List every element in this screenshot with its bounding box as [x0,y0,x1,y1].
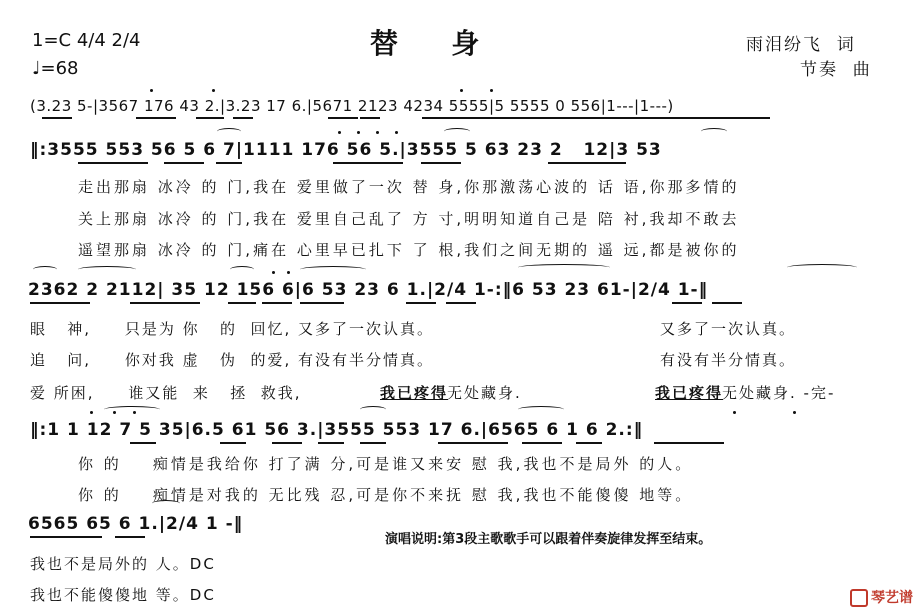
ending-verse-3-rest: 无处藏身. -完- [722,384,836,402]
lyric-verse-1-line-2: 眼 神, 只是为 你 的 回忆, 又多了一次认真。 [30,320,435,338]
staff-line-1-notes: ‖:3555 553 56 5 6 7|1111 176 56 5.|3555 5 63 23 2 12|3 53 [30,140,662,160]
staff-line-3-notes: ‖:1 1 12 7 5 35|6.5 61 56 3.|3555 553 17 6.|6565 6 1 6 2.:‖ [30,420,644,440]
staff-line-4-notes: 6565 65 6 1.|2/4 1 -‖ [28,514,244,534]
ending-verse-2: 有没有半分情真。 [660,351,797,369]
watermark-text: 琴艺谱 [871,590,913,606]
lyric-verse-3-rest: 无处藏身. [447,384,522,402]
lyric-verse-3-line-2: 爱 所困, 谁又能 来 拯 救我, [30,384,302,402]
ending-verse-3-emphasis: 我已疼得 [655,384,724,402]
performance-remark: 演唱说明:第3段主歌歌手可以跟着伴奏旋律发挥至结束。 [385,532,712,547]
lyric-verse-2-line-2: 追 问, 你对我 虚 伪 的爱, 有没有半分情真。 [30,351,435,369]
composer-credit: 节奏 曲 [800,60,872,80]
lyric-verse-2-line-1: 关上那扇 冰冷 的 门,我在 爱里自己乱了 方 寸,明明知道自己是 陪 衬,我却不敢去 [78,210,740,228]
qinyipu-logo-icon [850,589,868,607]
staff-line-2-notes: 2362 2 2112| 35 12 156 6|6 53 23 6 1.|2/4 1-:‖6 53 23 61-|2/4 1-‖ [28,280,709,300]
lyric-verse-2-line-4: 我也不能傻傻地 等。DC [30,586,216,604]
lyric-verse-2-line-3: 你 的 痴情是对我的 无比残 忍,可是你不来抚 慰 我,我也不能傻傻 地等。 [78,486,694,504]
watermark-logo [840,571,913,607]
intro-notes: (3.23 5-|3567 176 43 2.|3.23 17 6.|5671 2123 4234 5555|5 5555 0 556|1---|1---) [30,97,674,115]
lyric-verse-1-line-3: 你 的 痴情是我给你 打了满 分,可是谁又来安 慰 我,我也不是局外 的人。 [78,455,694,473]
page-title: 替 身 [370,27,486,60]
lyricist-credit: 雨泪纷飞 词 [746,35,856,55]
tempo-mark: ♩=68 [32,58,79,79]
ending-verse-1: 又多了一次认真。 [660,320,797,338]
lyric-verse-1-line-4: 我也不是局外的 人。DC [30,555,216,573]
lyric-verse-1-line-1: 走出那扇 冰冷 的 门,我在 爱里做了一次 替 身,你那激荡心波的 话 语,你那多情的 [78,178,740,196]
lyric-verse-3-line-1: 遥望那扇 冰冷 的 门,痛在 心里早已扎下 了 根,我们之间无期的 遥 远,都是被你的 [78,241,740,259]
lyric-verse-3-emphasis: 我已疼得 [380,384,449,402]
key-signature: 1=C 4/4 2/4 [32,30,141,51]
